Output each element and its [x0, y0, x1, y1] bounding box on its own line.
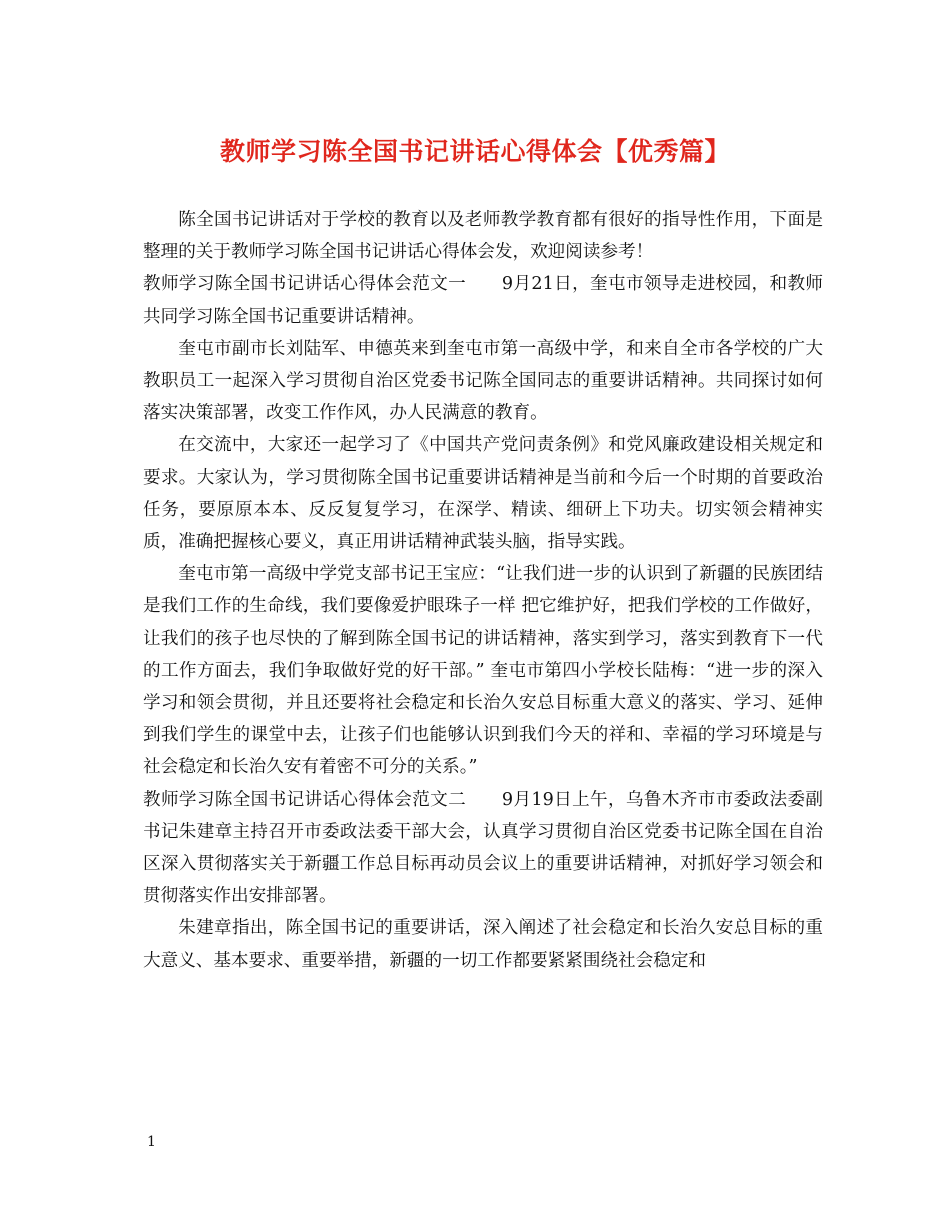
paragraph: 陈全国书记讲话对于学校的教育以及老师教学教育都有很好的指导性作用，下面是整理的关于教师学习陈全国书记讲话心得体会发，欢迎阅读参考！	[143, 210, 823, 263]
document-title: 教师学习陈全国书记讲话心得体会【优秀篇】	[219, 137, 730, 166]
paragraph: 在交流中，大家还一起学习了《中国共产党问责条例》和党风廉政建设相关规定和要求。大家认为，学习贯彻陈全国书记重要讲话精神是当前和今后一个时期的首要政治任务，要原原本本、反反复复学习，在深学、精读、细研上下功夫。切实领会精神实质，准确把握核心要义，真正用讲话精神武装头脑，指导实践。	[143, 435, 823, 553]
paragraph: 奎屯市第一高级中学党支部书记王宝应：“让我们进一步的认识到了新疆的民族团结是我们工作的生命线，我们要像爱护眼珠子一样 把它维护好，把我们学校的工作做好，让我们的孩子也尽快的了解到陈全国书记的讲话精神，落实到学习，落实到教育下一代的工作方面去，我们争取做好党的好干部。” 奎屯市第四小学校长陆梅：“进一步的深入学习和领会贯彻，并且还要将社会稳定和长治久安总目标重大意义的落实、学习、延伸到我们学生的课堂中去，让孩子们也能够认识到我们今天的祥和、幸福的学习环境是与社会稳定和长治久安有着密不可分的关系。”	[143, 564, 823, 778]
paragraph: 奎屯市副市长刘陆军、申德英来到奎屯市第一高级中学，和来自全市各学校的广大教职员工一起深入学习贯彻自治区党委书记陈全国同志的重要讲话精神。共同探讨如何落实决策部署，改变工作作风，办人民满意的教育。	[143, 338, 823, 424]
paragraph: 教师学习陈全国书记讲话心得体会范文一 9月21日，奎屯市领导走进校园，和教师共同学习陈全国书记重要讲话精神。	[143, 274, 823, 327]
document-body	[143, 204, 823, 977]
paragraph: 教师学习陈全国书记讲话心得体会范文二 9月19日上午，乌鲁木齐市市委政法委副书记朱建章主持召开市委政法委干部大会，认真学习贯彻自治区党委书记陈全国在自治区深入贯彻落实关于新疆工作总目标再动员会议上的重要讲话精神，对抓好学习领会和贯彻落实作出安排部署。	[143, 789, 823, 907]
paragraph: 朱建章指出，陈全国书记的重要讲话，深入阐述了社会稳定和长治久安总目标的重大意义、基本要求、重要举措，新疆的一切工作都要紧紧围绕社会稳定和	[143, 918, 823, 971]
page-number: 1	[147, 1134, 156, 1150]
